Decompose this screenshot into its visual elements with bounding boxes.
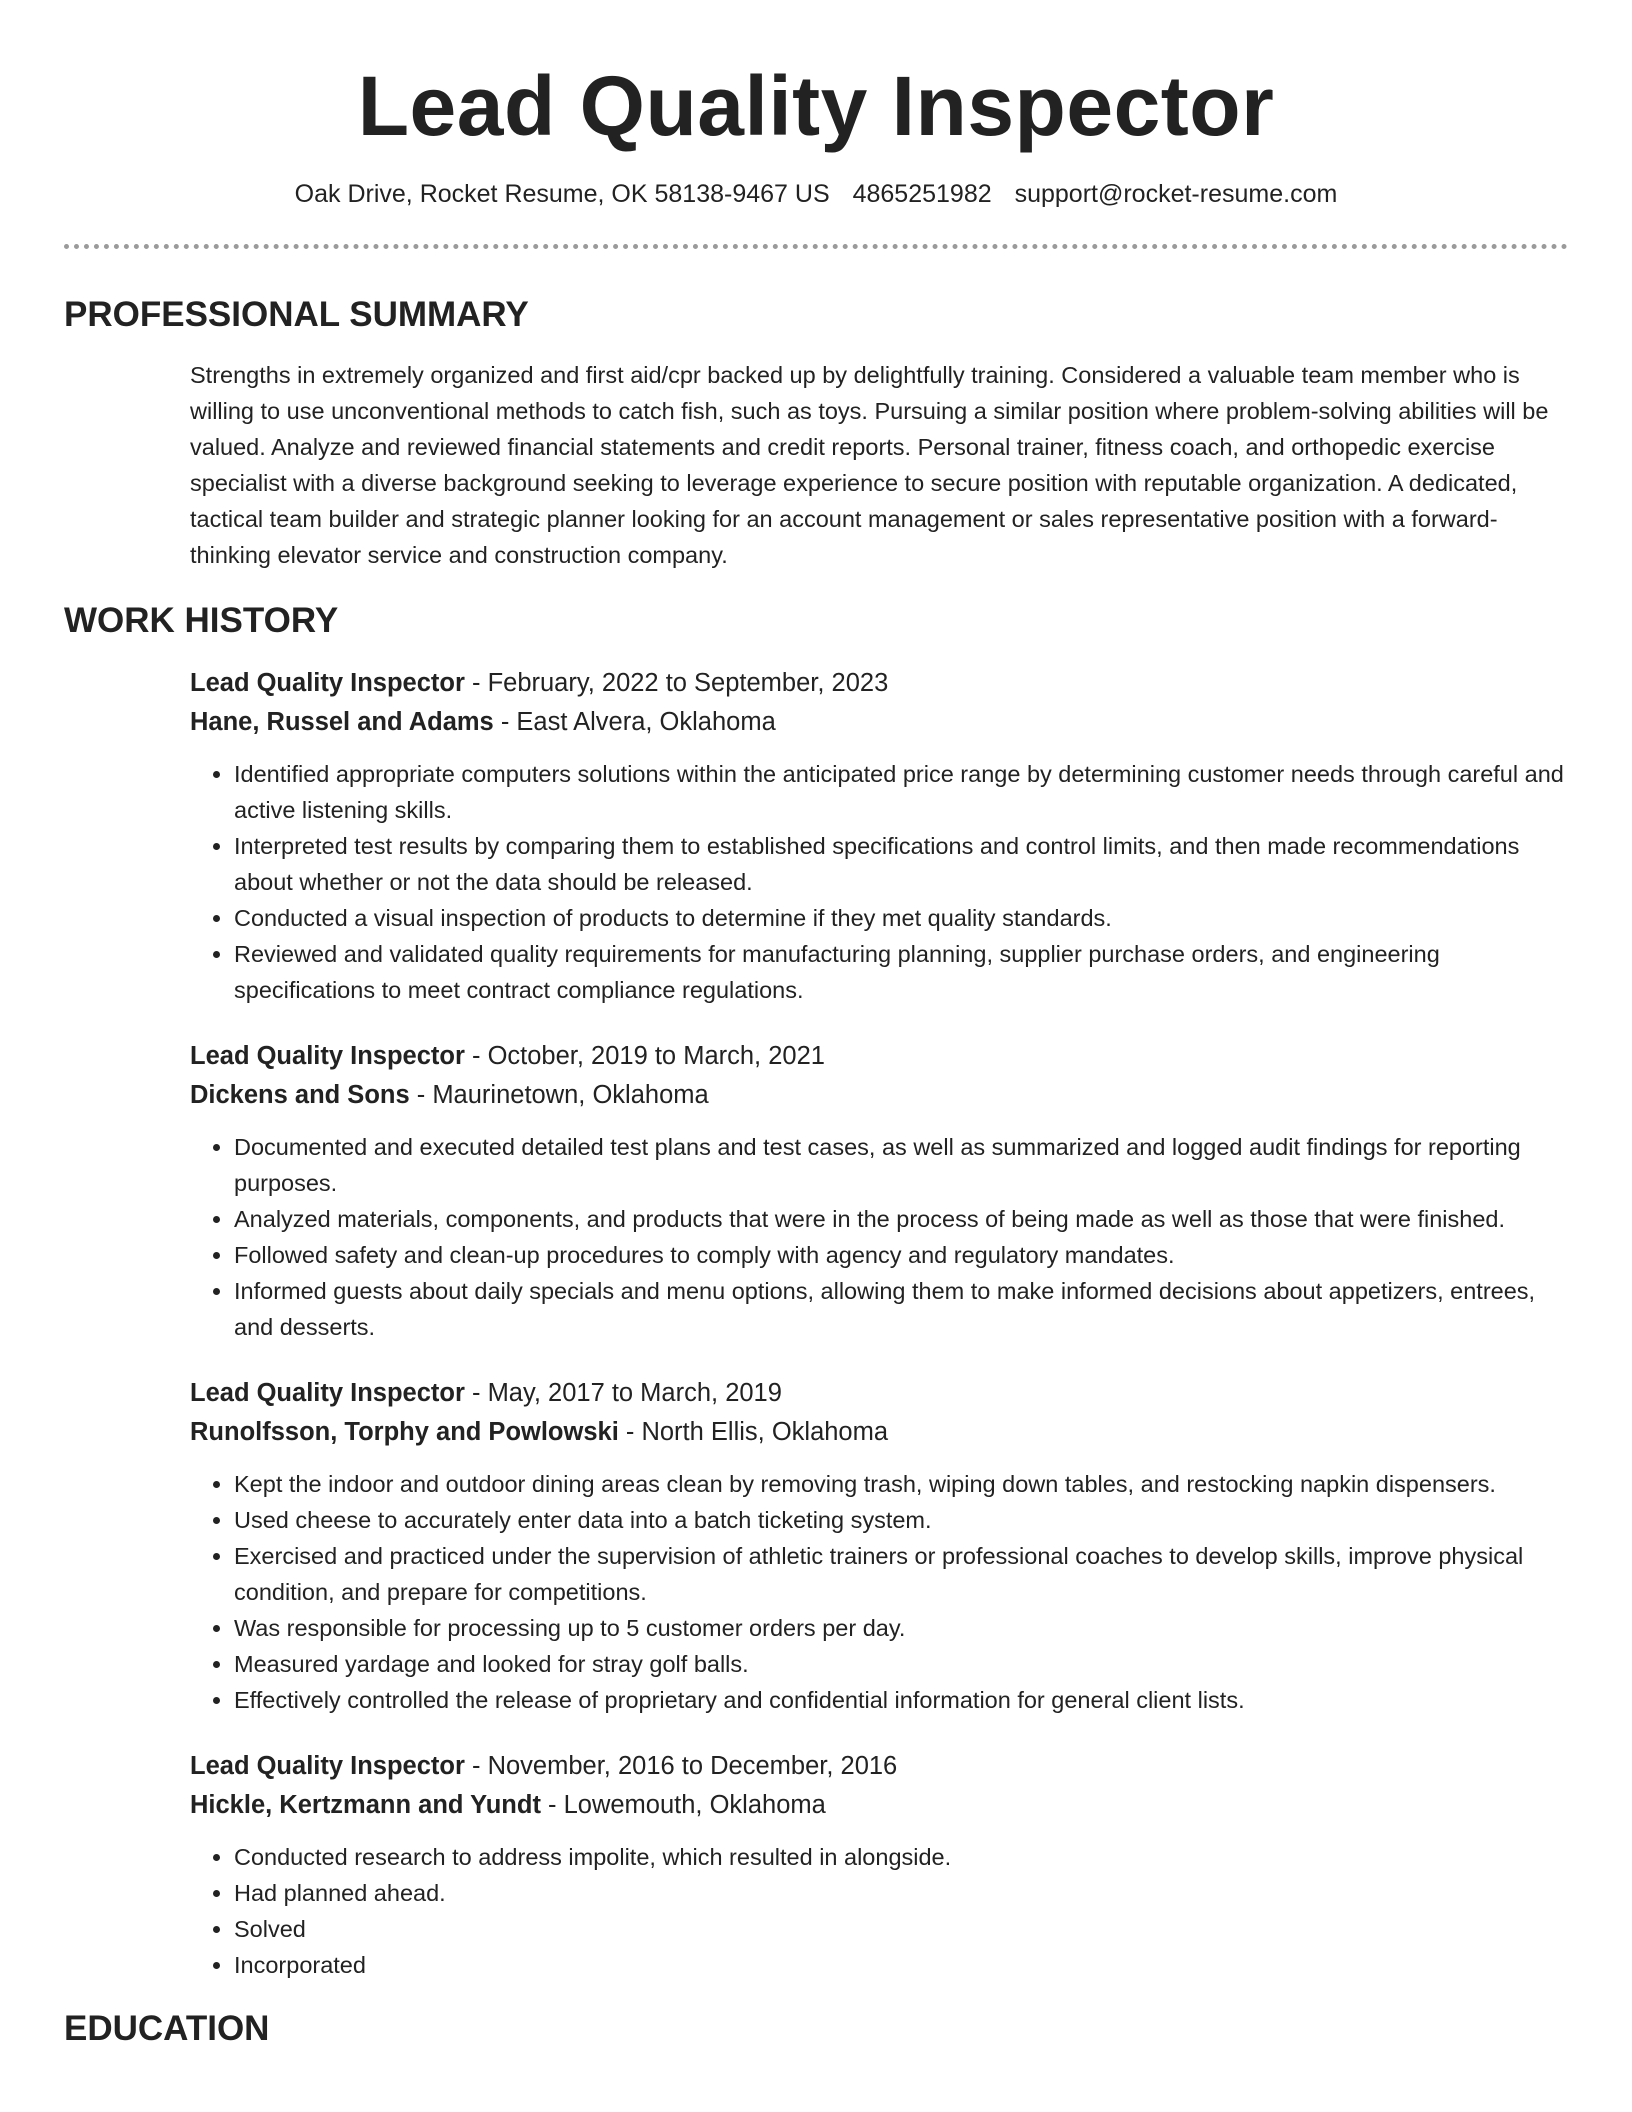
job-company-line (190, 1414, 1568, 1453)
job-entry (190, 665, 1568, 1008)
job-company-line (190, 1787, 1568, 1826)
job-bullet: • Had planned ahead. (234, 1875, 1568, 1911)
job-role: Lead Quality Inspector (190, 669, 465, 697)
job-dates: - October, 2019 to March, 2021 (464, 1042, 825, 1070)
job-bullets (190, 1466, 1568, 1718)
job-entry (190, 1748, 1568, 1983)
job-company-line (190, 704, 1568, 743)
job-company: Runolfsson, Torphy and Powlowski (190, 1418, 619, 1446)
job-bullet: • Exercised and practiced under the supervision of athletic trainers or professional coaches to develop skills, improve physical condition, and prepare for competitions. (234, 1538, 1568, 1610)
job-location: - North Ellis, Oklahoma (618, 1418, 889, 1446)
resume-page (64, 0, 1568, 2051)
contact-line (64, 178, 1568, 210)
contact-address: Oak Drive, Rocket Resume, OK 58138-9467 US (294, 180, 830, 208)
header-divider (64, 244, 1568, 249)
job-bullet: • Identified appropriate computers solutions within the anticipated price range by determining customer needs through careful and active listening skills. (234, 756, 1568, 828)
job-company: Dickens and Sons (190, 1081, 410, 1109)
job-location: - East Alvera, Oklahoma (493, 708, 776, 736)
job-bullet: • Reviewed and validated quality requirements for manufacturing planning, supplier purchase orders, and engineering specifications to meet contract compliance regulations. (234, 936, 1568, 1008)
job-dates: - November, 2016 to December, 2016 (464, 1752, 898, 1780)
job-bullet: • Analyzed materials, components, and products that were in the process of being made as well as those that were finished. (234, 1201, 1568, 1237)
job-location: - Lowemouth, Oklahoma (540, 1791, 826, 1819)
summary-text: Strengths in extremely organized and first aid/cpr backed up by delightfully training. Considered a valuable team member who is willing to use unconventional methods to catch fish, such as toys. Pursuing a similar position where problem-solving abilities will be valued. Analyze and reviewed financial statements and credit reports. Personal trainer, fitness coach, and orthopedic exercise specialist with a diverse background seeking to leverage experience to secure position with reputable organization. A dedicated, tactical team builder and strategic planner looking for an account management or sales representative position with a forward-thinking elevator service and construction company. (190, 362, 1549, 568)
job-dates: - May, 2017 to March, 2019 (464, 1379, 782, 1407)
job-dates: - February, 2022 to September, 2023 (464, 669, 889, 697)
job-bullet: • Measured yardage and looked for stray golf balls. (234, 1646, 1568, 1682)
education-heading: EDUCATION (64, 2009, 270, 2048)
job-title-line (190, 1038, 1568, 1077)
job-bullet: • Followed safety and clean-up procedures to comply with agency and regulatory mandates. (234, 1237, 1568, 1273)
job-company: Hickle, Kertzmann and Yundt (190, 1791, 541, 1819)
job-bullet: • Incorporated (234, 1947, 1568, 1983)
job-bullet: • Solved (234, 1911, 1568, 1947)
job-location: - Maurinetown, Oklahoma (409, 1081, 709, 1109)
contact-phone: 4865251982 (852, 180, 992, 208)
job-bullet: • Effectively controlled the release of proprietary and confidential information for general client lists. (234, 1682, 1568, 1718)
job-bullet: • Was responsible for processing up to 5 customer orders per day. (234, 1610, 1568, 1646)
job-entry (190, 1038, 1568, 1345)
job-entry (190, 1375, 1568, 1718)
job-bullet: • Documented and executed detailed test plans and test cases, as well as summarized and logged audit findings for reporting purposes. (234, 1129, 1568, 1201)
job-title-line (190, 1375, 1568, 1414)
job-title-line (190, 665, 1568, 704)
job-role: Lead Quality Inspector (190, 1752, 465, 1780)
job-company: Hane, Russel and Adams (190, 708, 494, 736)
job-bullet: • Used cheese to accurately enter data into a batch ticketing system. (234, 1502, 1568, 1538)
job-role: Lead Quality Inspector (190, 1042, 465, 1070)
job-company-line (190, 1077, 1568, 1116)
job-bullet: • Conducted a visual inspection of products to determine if they met quality standards. (234, 900, 1568, 936)
contact-email: support@rocket-resume.com (1014, 180, 1338, 208)
job-bullet: • Conducted research to address impolite, which resulted in alongside. (234, 1839, 1568, 1875)
summary-heading: PROFESSIONAL SUMMARY (64, 295, 529, 334)
job-role: Lead Quality Inspector (190, 1379, 465, 1407)
job-bullet: • Informed guests about daily specials and menu options, allowing them to make informed decisions about appetizers, entrees, and desserts. (234, 1273, 1568, 1345)
job-title-line (190, 1748, 1568, 1787)
job-bullet: • Interpreted test results by comparing them to established specifications and control limits, and then made recommendations about whether or not the data should be released. (234, 828, 1568, 900)
job-bullets (190, 1839, 1568, 1983)
candidate-name: Lead Quality Inspector (357, 59, 1275, 153)
job-bullets (190, 756, 1568, 1008)
work-history-heading: WORK HISTORY (64, 601, 339, 640)
job-bullet: • Kept the indoor and outdoor dining areas clean by removing trash, wiping down tables, and restocking napkin dispensers. (234, 1466, 1568, 1502)
job-bullets (190, 1129, 1568, 1345)
